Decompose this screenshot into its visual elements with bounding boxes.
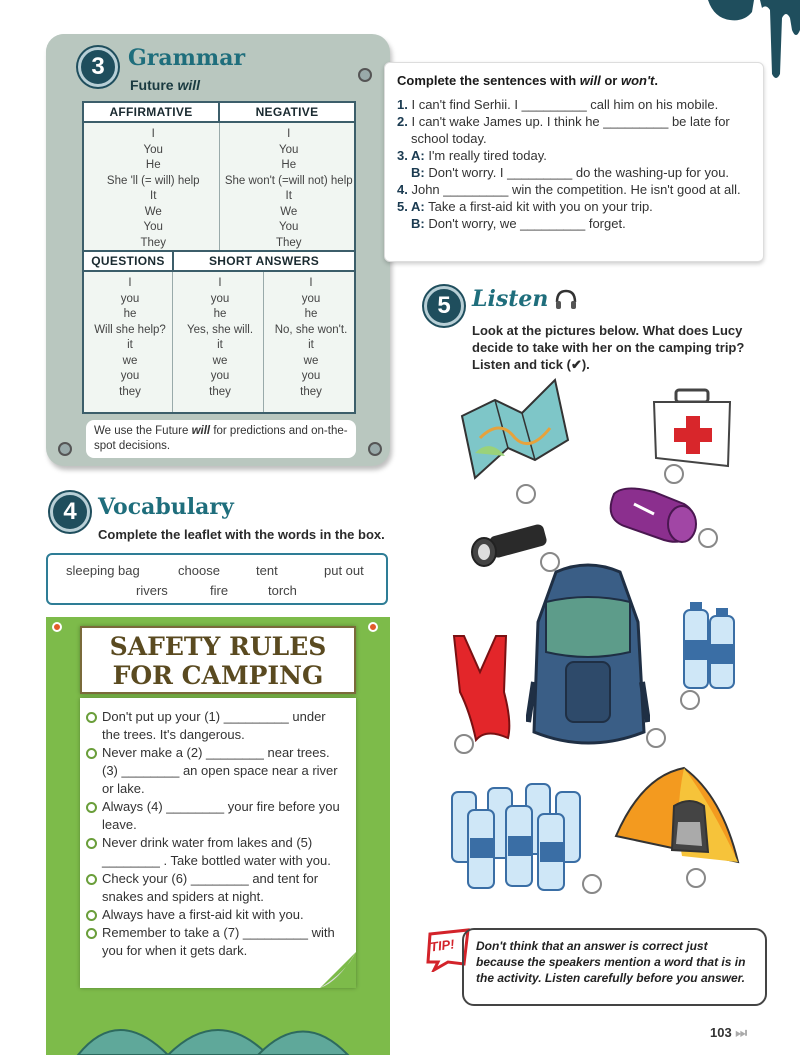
grammar-note [86,420,356,458]
backpack-icon [526,562,650,752]
pronoun: I [128,277,132,289]
tick-circle-first-aid[interactable] [664,464,684,484]
section-3-badge [78,47,118,87]
exercise-3-lines [397,96,751,232]
pronoun-row [88,236,219,252]
question-will: Will [94,323,113,336]
pronoun: you [301,292,321,305]
yes-row [177,385,263,401]
question-verb: help? [137,323,166,336]
pronoun: you [210,292,230,305]
pronoun: we [212,354,228,367]
headphones-icon [554,288,578,312]
grammar-title: Grammar [128,45,246,71]
sleeping-bag-icon [604,484,700,548]
line-text: Don't worry. I _________ do the washing-up for you. [428,165,730,180]
pronoun-row [224,174,355,190]
line-text: Don't worry, we _________ forget. [428,216,626,231]
no-row [268,354,354,370]
map-icon [460,378,570,483]
leaflet-rule: Remember to take a (7) _________ with you for when it gets dark. [102,924,346,960]
page-number [710,1025,747,1041]
vocabulary-instruction: Complete the leaflet with the words in the box. [98,527,385,542]
yes-row [177,292,263,308]
section-number: 5 [437,292,451,319]
question-row [88,276,172,292]
instruction-text: or [600,73,621,88]
pronoun-row [88,143,219,159]
swimsuit-icon [446,632,516,742]
line-text: I can't wake James up. I think he _________ be late for school today. [411,114,730,146]
exercise-line [397,181,751,198]
exercise-line [397,147,751,164]
first-aid-kit-icon [650,388,734,468]
word-box [46,553,388,605]
yes-row [177,338,263,354]
subtitle-word: will [177,77,201,93]
yes-row [177,354,263,370]
pronoun: You [279,143,299,156]
instruction-text: Complete the sentences with [397,73,580,88]
pronoun: it [308,339,314,351]
tick-circle-backpack[interactable] [646,728,666,748]
pronoun: you [210,370,230,382]
question-row [88,292,172,308]
vocabulary-title: Vocabulary [98,494,234,520]
tick-circle-map[interactable] [516,484,536,504]
tick-circle-tent[interactable] [686,868,706,888]
pronoun: You [279,221,299,233]
yes-row [177,369,263,385]
line-number: B: [411,165,425,180]
tent-icon [612,766,740,866]
question-row [88,385,172,401]
leaflet-rule: Don't put up your (1) _________ under the trees. It's dangerous. [102,708,346,744]
word: rivers [136,583,168,598]
pronoun: She [106,174,128,187]
pronoun: We [144,205,162,218]
affirmative-header: AFFIRMATIVE [109,105,193,119]
word: sleeping bag [66,563,140,578]
screw-icon [58,442,72,456]
pronoun: He [145,159,161,171]
pronoun: we [303,354,319,367]
word: torch [268,583,297,598]
screw-icon [368,442,382,456]
tick-circle-water[interactable] [680,690,700,710]
pronoun: it [127,339,133,351]
many-water-bottles-icon [448,778,586,892]
pronoun: you [120,370,140,382]
no-row [268,338,354,354]
line-number: 3. A: [397,148,425,163]
pronoun: he [123,308,137,320]
pronoun: We [280,205,298,218]
pronoun-row [224,158,355,174]
pronoun: she [295,323,315,336]
pronoun-row [88,174,219,190]
leaflet-rule: Check your (6) ________ and tent for snakes and spiders at night. [102,870,346,906]
water-bottles-icon [680,600,742,690]
leaflet-rule: Always have a first-aid kit with you. [102,906,346,924]
no-row [268,276,354,292]
pronoun: I [218,277,222,289]
question-row [88,338,172,354]
leaflet-title-line: FOR CAMPING [112,661,324,690]
tip-text: Don't think that an answer is correct just because the speakers mention a word that is in the activity. Listen carefully before you answer. [476,939,746,985]
pronoun: you [120,292,140,305]
tick-circle-swimsuit[interactable] [454,734,474,754]
pronoun-row [224,236,355,252]
no-row [268,369,354,385]
pronoun: It [150,190,157,202]
question-row [88,307,172,323]
pronoun: I [309,277,313,289]
pronoun-row [88,158,219,174]
instruction-wont: won't [620,73,655,88]
pronoun: she [115,323,135,336]
yes-row [177,276,263,292]
line-number: 4. [397,182,408,197]
section-5-badge [424,286,464,326]
negative-verb: won't (=will not) help [248,174,353,187]
section-number: 4 [63,498,77,525]
no-row [268,307,354,323]
no-suffix: won't. [317,323,348,336]
listen-title: Listen [472,286,549,312]
tick-circle-bottles[interactable] [582,874,602,894]
screw-icon [358,68,372,82]
questions-column [84,272,172,412]
grammar-subtitle [130,77,200,93]
questions-header: QUESTIONS [91,254,165,268]
grammar-table [82,101,356,414]
questions-rows [84,272,354,412]
word: fire [210,583,229,598]
exercise-3-box [384,62,764,262]
leaflet-rules [80,698,356,988]
line-number: 5. A: [397,199,425,214]
pronoun: It [285,190,292,202]
no-row [268,323,354,339]
short-answers-header: SHORT ANSWERS [172,252,354,270]
pronoun: I [151,128,155,140]
pronoun-row [224,143,355,159]
no-prefix: No, [274,323,293,336]
section-4-badge [50,492,90,532]
note-text: We use the Future [94,425,192,437]
note-word: will [191,425,211,437]
page-curl-icon [320,952,360,992]
exercise-line [397,198,751,215]
no-row [268,292,354,308]
page-number-text: 103 [710,1025,732,1040]
pronoun: You [143,221,163,233]
leaflet-rule: Never drink water from lakes and (5) ________ . Take bottled water with you. [102,834,346,870]
tick-circle-sleeping-bag[interactable] [698,528,718,548]
exercise-line [397,164,751,181]
instruction-text: . [654,73,658,88]
listen-instruction: Look at the pictures below. What does Lucy decide to take with her on the camping trip? Listen and tick (✔). [472,323,745,372]
pronoun: they [119,385,141,398]
grammar-panel-filler [286,58,390,98]
grammar-table-header [84,103,354,123]
yes-answers-column [172,272,263,412]
tip-label: TIP! [429,936,456,955]
pronoun: you [301,370,321,382]
exercise-3-instruction [397,73,751,88]
exercise-line [397,215,751,232]
pronoun-row [224,127,355,143]
tip-box [462,928,767,1006]
torch-icon [470,518,550,568]
line-text: John _________ win the competition. He isn't good at all. [411,182,741,197]
pronoun: They [275,236,302,249]
affirmative-negative-rows [84,123,354,250]
word: put out [324,563,364,578]
question-row [88,354,172,370]
pronoun: he [304,308,318,320]
subtitle-text: Future [130,77,178,93]
affirmative-verb: 'll (= will) help [130,174,200,187]
pronoun-row [88,205,219,221]
negative-header: NEGATIVE [218,103,354,121]
leaflet-title-line: SAFETY RULES [109,632,327,661]
pronoun: I [287,128,291,140]
affirmative-column [84,123,219,250]
pronoun-row [224,220,355,236]
pin-icon [368,622,378,632]
yes-row [177,323,263,339]
pronoun-row [88,220,219,236]
line-number: 1. [397,97,408,112]
next-arrow-icon: ⏭ [735,1025,748,1040]
no-row [268,385,354,401]
note-text: for predictions and on-the-spot decisions. [94,425,348,452]
pronoun: we [122,354,138,367]
pin-icon [52,622,62,632]
no-answers-column [263,272,354,412]
line-number: 2. [397,114,408,129]
word: tent [256,563,278,578]
pronoun: You [143,143,163,156]
leaflet-rule: Never make a (2) ________ near trees. (3) ________ an open space near a river or lake. [102,744,346,798]
pronoun: it [217,339,223,351]
questions-table-header [84,250,354,272]
pronoun-row [224,189,355,205]
yes-suffix: will. [233,323,254,336]
pronoun: he [213,308,227,320]
tents-illustration [48,1000,388,1055]
leaflet-title [80,626,356,694]
pronoun: they [209,385,231,398]
line-text: I can't find Serhii. I _________ call him on his mobile. [411,97,719,112]
word: choose [178,563,220,578]
pronoun-row [88,189,219,205]
exercise-line [397,96,751,113]
instruction-will: will [579,73,601,88]
pronoun: They [140,236,167,249]
yes-prefix: Yes, [186,323,209,336]
negative-column [219,123,355,250]
pronoun-row [88,127,219,143]
line-text: Take a first-aid kit with you on your trip. [428,199,653,214]
pronoun-row [224,205,355,221]
line-number: B: [411,216,425,231]
yes-row [177,307,263,323]
leaflet-rule: Always (4) ________ your fire before you leave. [102,798,346,834]
pronoun: they [300,385,322,398]
line-text: I'm really tired today. [428,148,547,163]
pronoun: she [212,323,231,336]
question-row [88,323,172,339]
question-row [88,369,172,385]
section-number: 3 [91,53,105,80]
pronoun: He [281,159,297,171]
pronoun: She [224,174,246,187]
exercise-line [397,113,751,147]
